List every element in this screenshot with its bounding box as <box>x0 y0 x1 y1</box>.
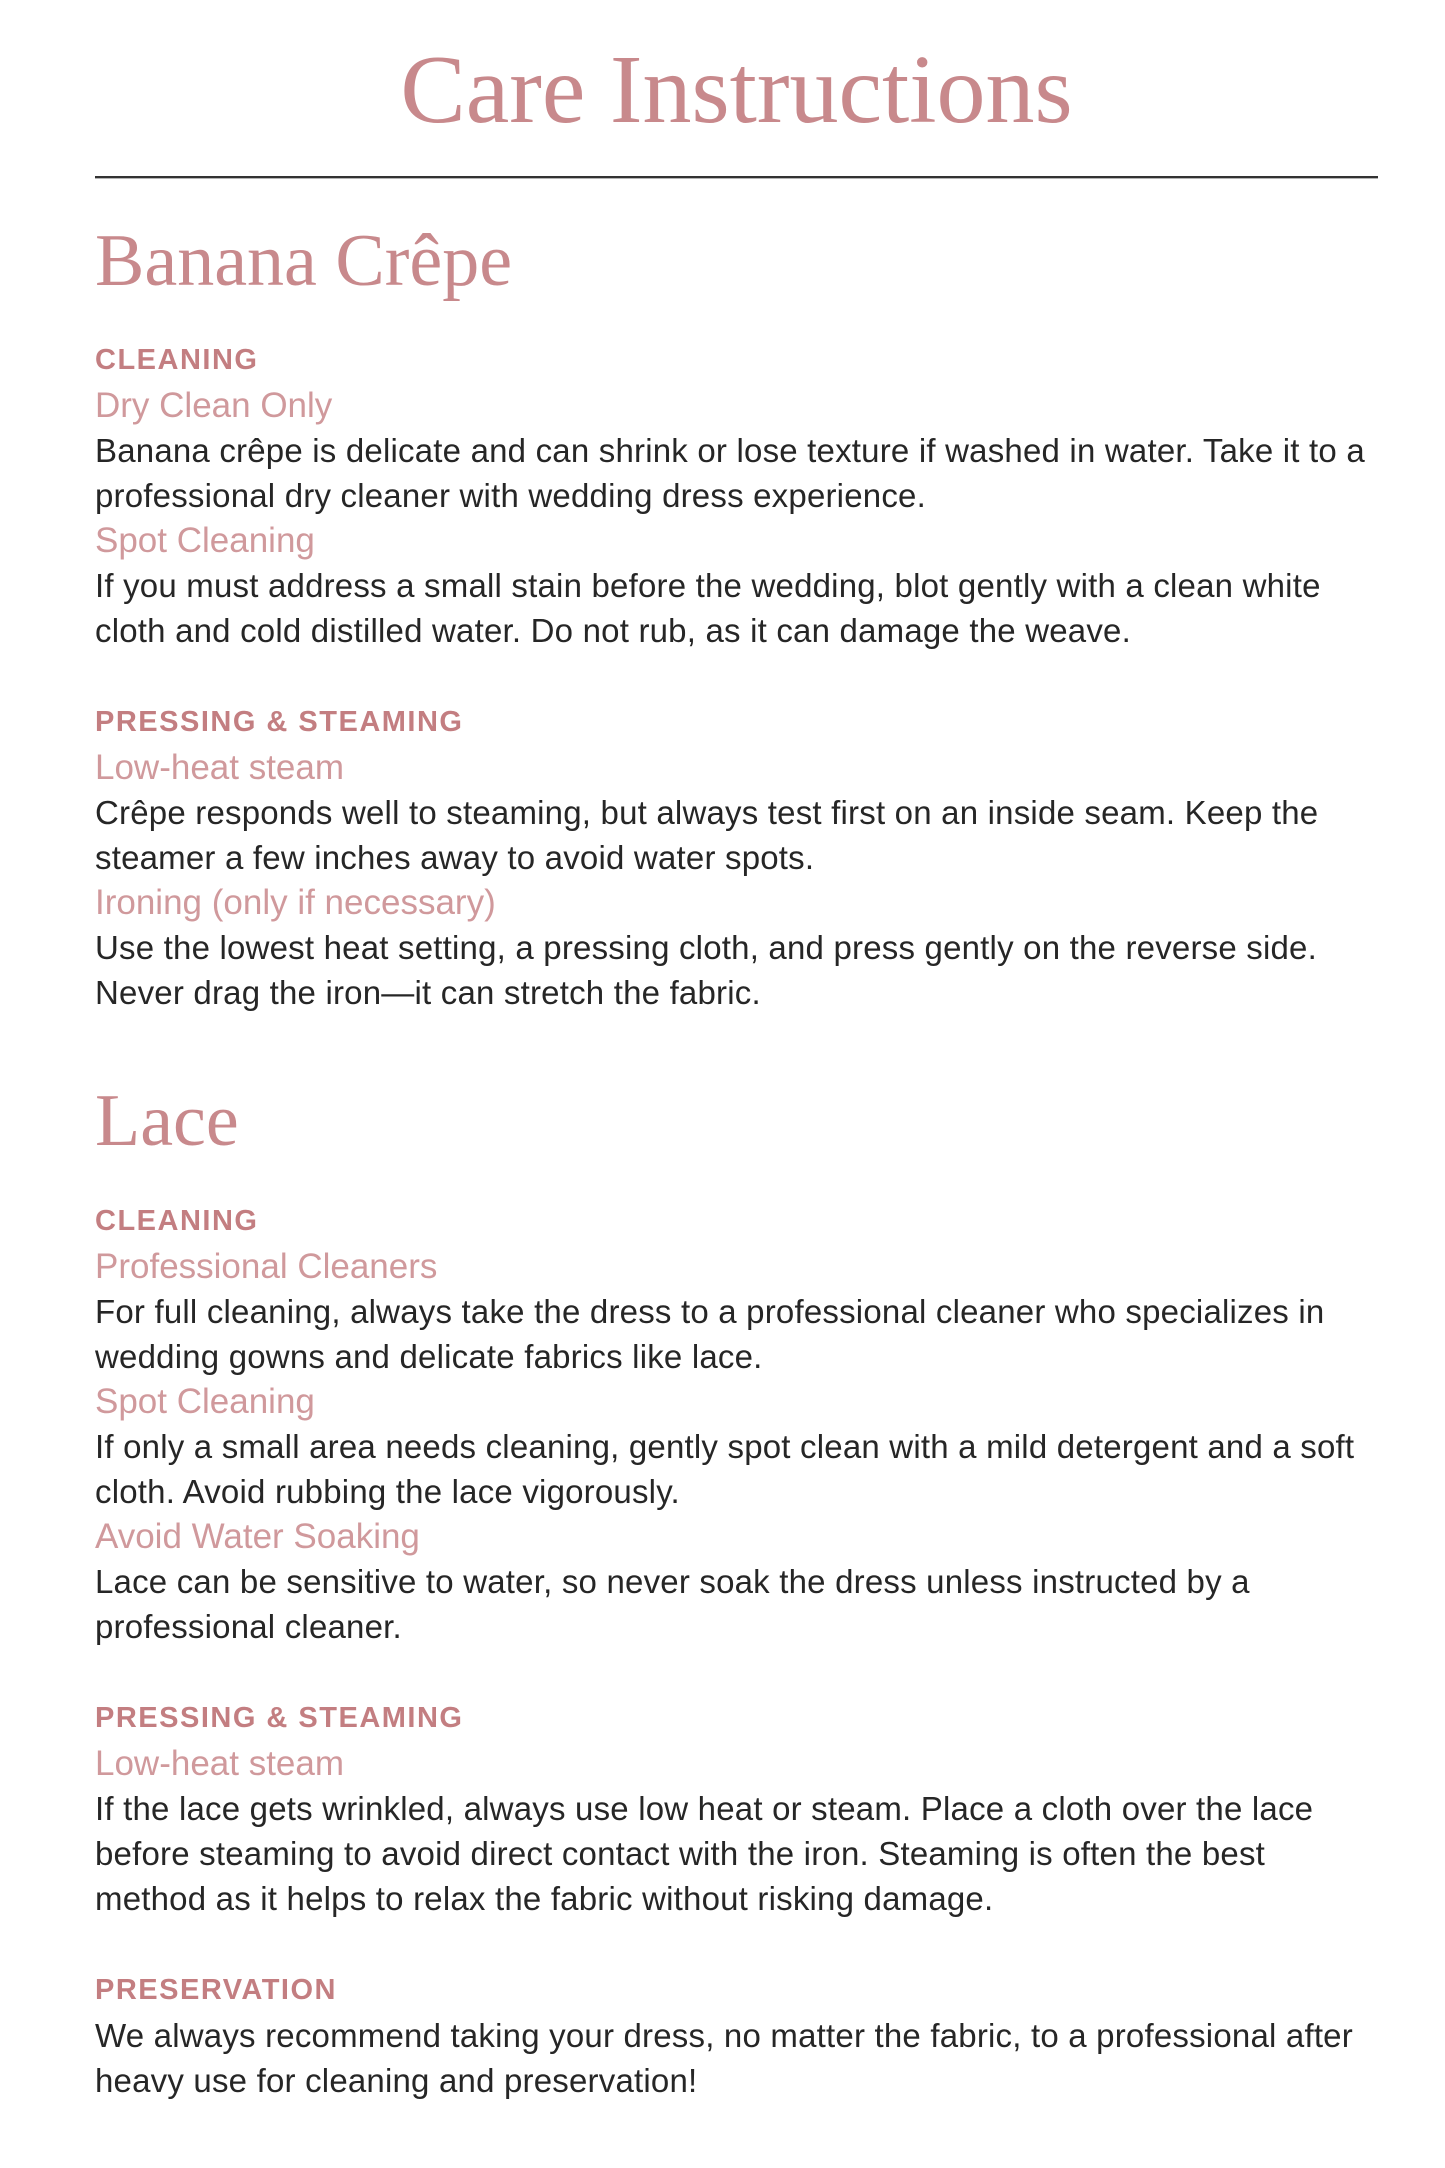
title-divider <box>95 176 1378 179</box>
care-category-label: PRESSING & STEAMING <box>95 1701 464 1734</box>
care-group-cleaning <box>95 1199 1378 1649</box>
care-subheading: Spot Cleaning <box>95 521 315 561</box>
section-heading-banana-crepe: Banana Crêpe <box>95 219 513 302</box>
care-category-label: PRESERVATION <box>95 1973 337 2006</box>
care-category-label: PRESSING & STEAMING <box>95 706 464 739</box>
care-paragraph: Crêpe responds well to steaming, but always test first on an inside seam. Keep the steamer a few inches away to avoid water spots. <box>95 794 1319 877</box>
care-subheading: Spot Cleaning <box>95 1381 315 1421</box>
care-paragraph: We always recommend taking your dress, no matter the fabric, to a professional after heavy use for cleaning and preservation! <box>95 2016 1353 2099</box>
care-subheading: Low-heat steam <box>95 748 345 788</box>
care-paragraph: Use the lowest heat setting, a pressing cloth, and press gently on the reverse side. Never drag the iron—it can stretch the fabric. <box>95 929 1317 1012</box>
care-group-pressing-steaming <box>95 700 1378 1015</box>
care-group-preservation <box>95 1968 1378 2103</box>
care-subheading: Low-heat steam <box>95 1743 345 1783</box>
care-paragraph: Banana crêpe is delicate and can shrink or lose texture if washed in water. Take it to a professional dry cleaner with wedding dress experience. <box>95 432 1365 515</box>
care-group-pressing-steaming <box>95 1696 1378 1921</box>
care-subheading: Avoid Water Soaking <box>95 1516 420 1556</box>
care-paragraph: For full cleaning, always take the dress to a professional cleaner who specializes in wedding gowns and delicate fabrics like lace. <box>95 1292 1325 1375</box>
care-group-cleaning <box>95 338 1378 653</box>
care-paragraph: Lace can be sensitive to water, so never soak the dress unless instructed by a professional cleaner. <box>95 1562 1250 1645</box>
care-category-label: CLEANING <box>95 344 259 377</box>
care-paragraph: If you must address a small stain before the wedding, blot gently with a clean white cloth and cold distilled water. Do not rub, as it can damage the weave. <box>95 567 1321 650</box>
care-category-label: CLEANING <box>95 1204 259 1237</box>
care-subheading: Dry Clean Only <box>95 386 333 426</box>
page-title: Care Instructions <box>400 36 1073 144</box>
section-heading-lace: Lace <box>95 1080 239 1163</box>
care-paragraph: If only a small area needs cleaning, gently spot clean with a mild detergent and a soft cloth. Avoid rubbing the lace vigorously. <box>95 1427 1355 1510</box>
care-paragraph: If the lace gets wrinkled, always use low heat or steam. Place a cloth over the lace before steaming to avoid direct contact with the iron. Steaming is often the best method as it helps to relax the fabric without risking damage. <box>95 1789 1314 1917</box>
care-subheading: Ironing (only if necessary) <box>95 883 496 923</box>
care-subheading: Professional Cleaners <box>95 1246 438 1286</box>
